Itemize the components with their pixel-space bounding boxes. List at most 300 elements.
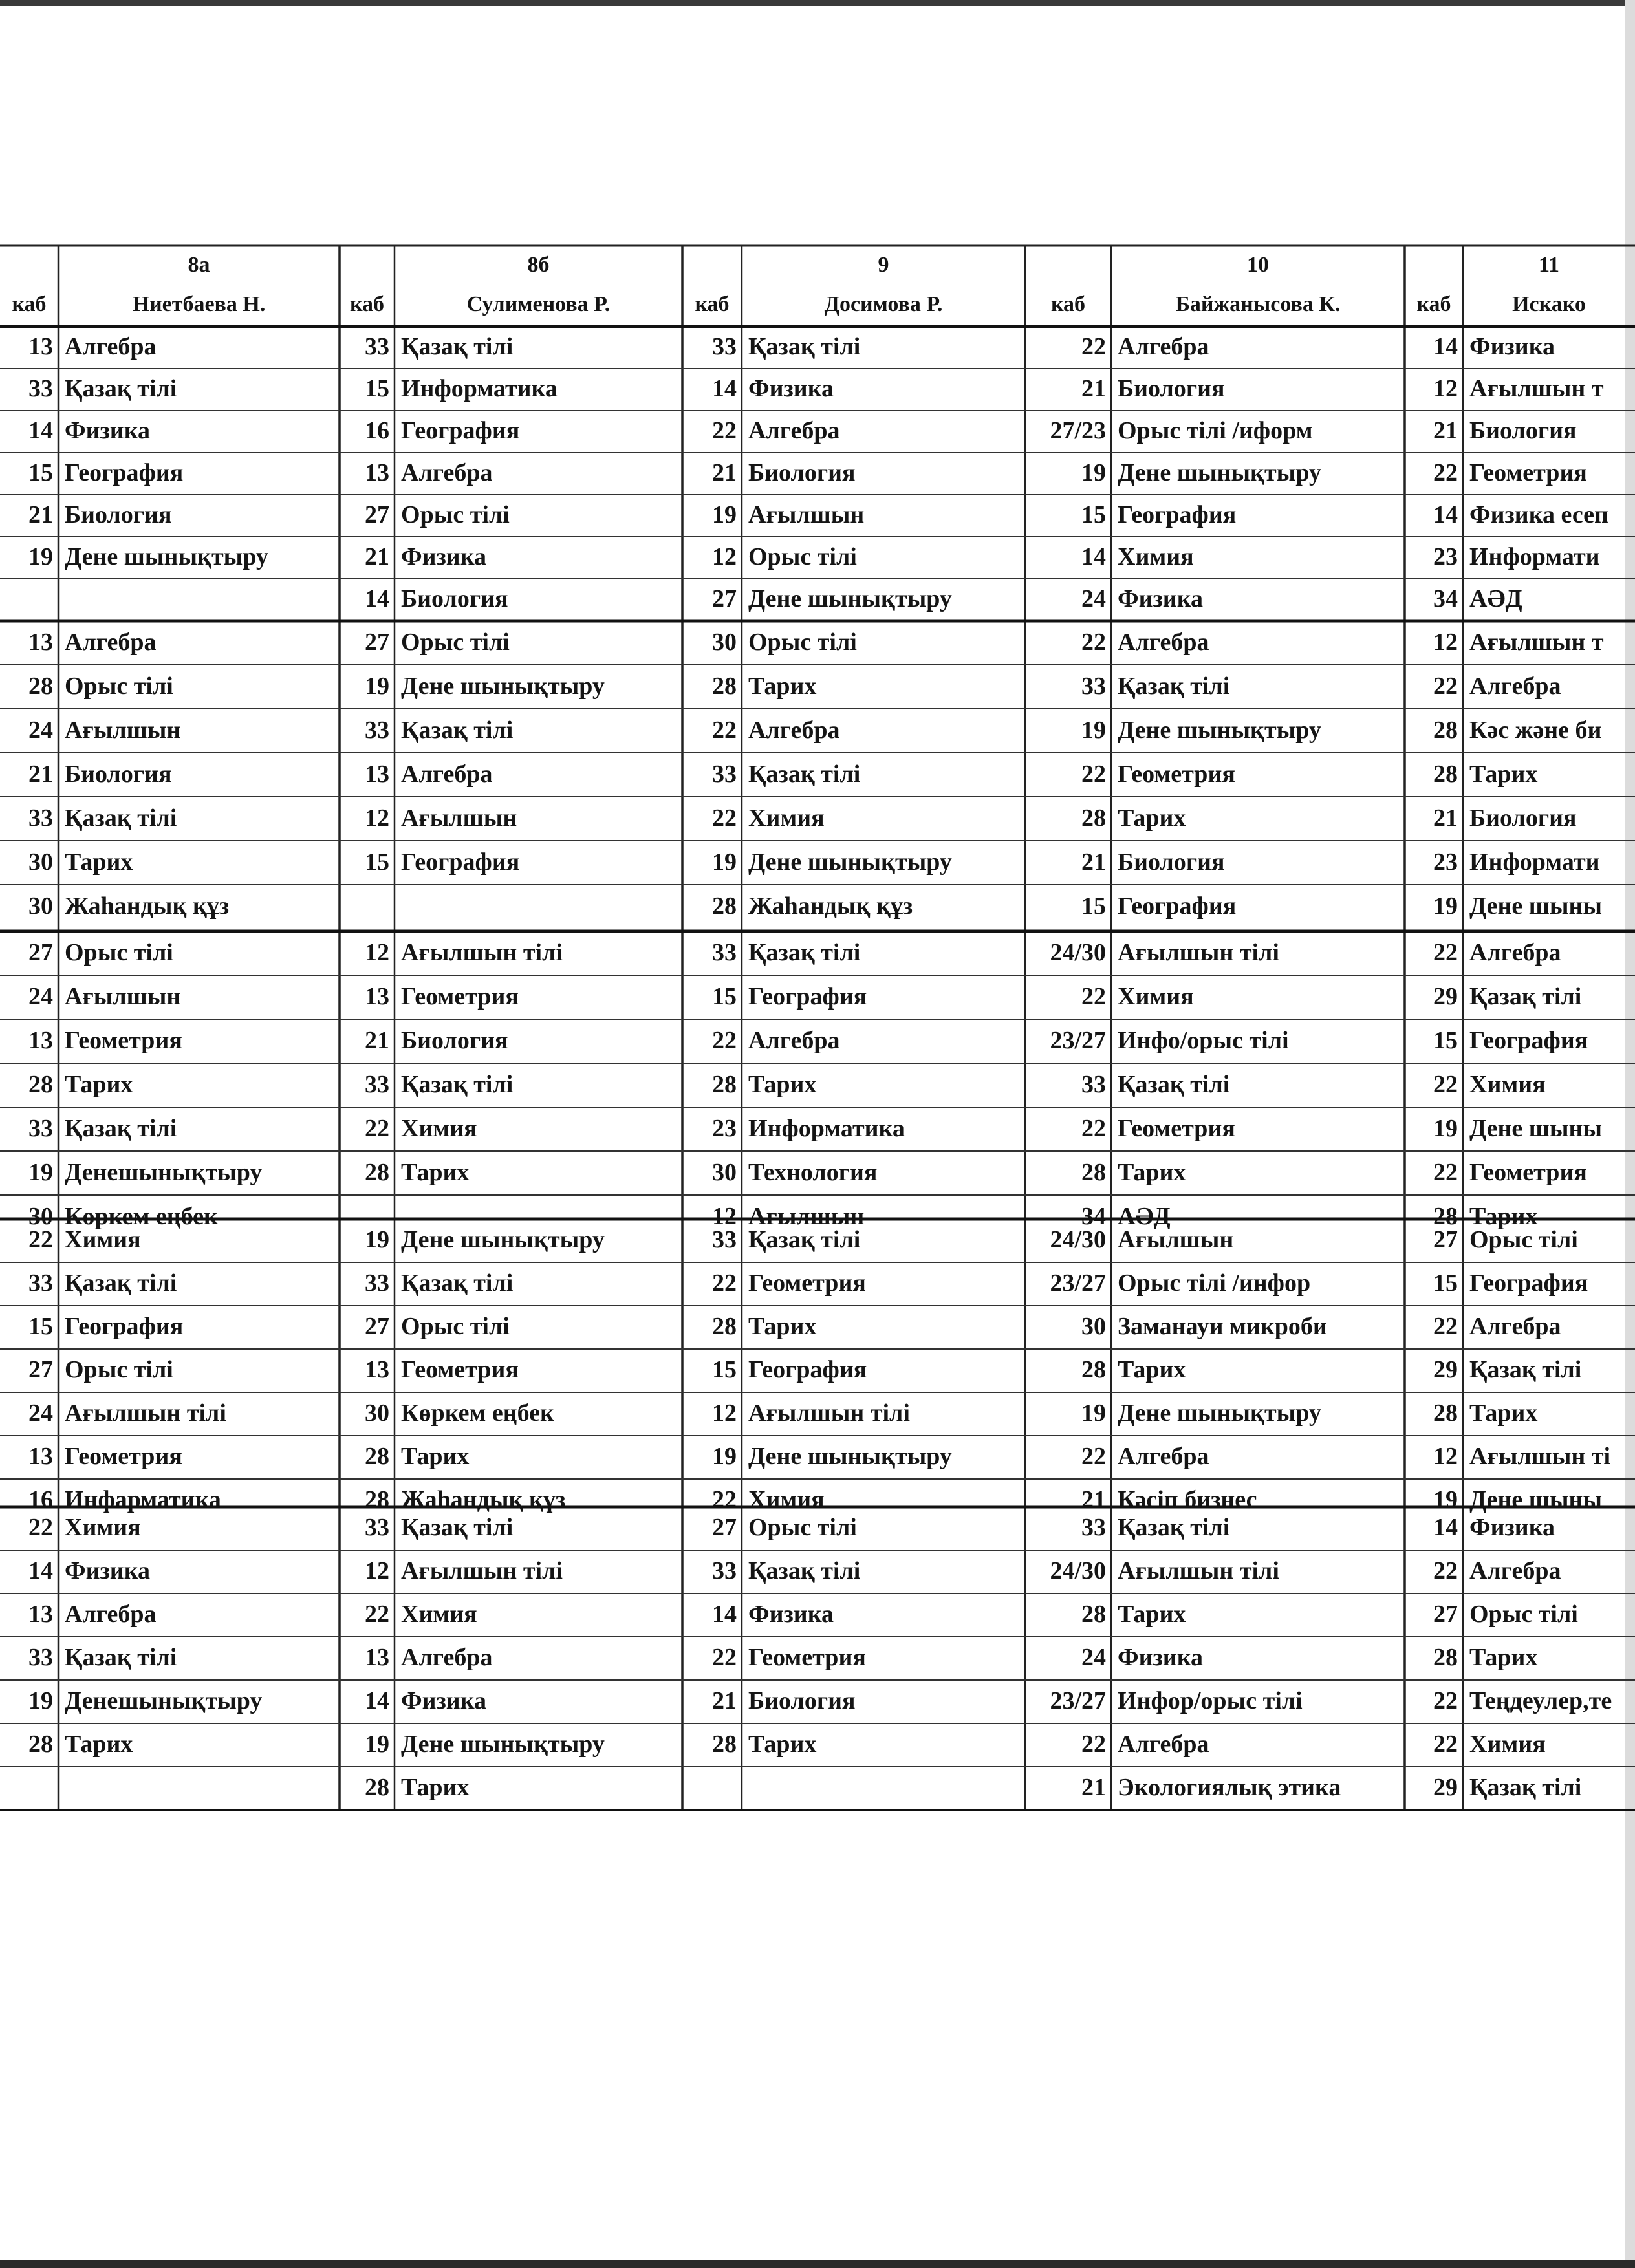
subject-name: Орыс тілі	[401, 1313, 510, 1341]
subject-name: Тарих	[748, 1070, 817, 1098]
subject-name: Ағылшын	[401, 804, 517, 832]
cabinet-number: 27	[1433, 1601, 1458, 1628]
cabinet-number: 19	[365, 1226, 389, 1254]
cabinet-number: 23/27	[1050, 1687, 1106, 1715]
class-teacher-0: Ниетбаева Н.	[132, 292, 266, 316]
subject-name: Орыс тілі	[65, 1356, 173, 1384]
cabinet-number: 13	[365, 1644, 389, 1672]
cabinet-number: 28	[28, 1731, 53, 1758]
subject-name: Теңдеулер,те	[1469, 1687, 1612, 1715]
subject-name: Дене шынықтыру	[401, 1731, 605, 1758]
lesson-row	[0, 1019, 1635, 1054]
subject-name: Химия	[1469, 1731, 1546, 1758]
cabinet-number: 14	[1081, 543, 1106, 570]
cabinet-number: 28	[1433, 1644, 1458, 1672]
subject-name: Жаһандық құз	[401, 1486, 566, 1514]
subject-name: Физика	[748, 374, 834, 402]
class-name-1: 8б	[527, 253, 550, 277]
lesson-row	[0, 579, 1635, 612]
cabinet-number: 28	[1081, 1158, 1106, 1186]
lesson-row	[0, 1637, 1635, 1671]
cabinet-number: 15	[1433, 1269, 1458, 1297]
cabinet-number: 12	[365, 1557, 389, 1585]
cabinet-number: 19	[1433, 1486, 1458, 1514]
subject-name: Информатика	[401, 374, 558, 402]
subject-name: Геометрия	[1469, 1158, 1587, 1186]
subject-name: Қазақ тілі	[748, 1226, 861, 1254]
subject-name: Тарих	[401, 1443, 470, 1471]
subject-name: Тарих	[1118, 804, 1186, 832]
cabinet-number: 12	[1433, 374, 1458, 402]
subject-name: Химия	[1118, 543, 1194, 570]
cabinet-number: 14	[1433, 1514, 1458, 1542]
cabinet-number: 12	[712, 1202, 737, 1230]
cabinet-number: 15	[1433, 1026, 1458, 1054]
subject-name: Ағылшын	[65, 716, 181, 744]
subject-name: Денешынықтыру	[65, 1158, 263, 1186]
cab-header-4: каб	[1416, 292, 1451, 316]
cabinet-number: 22	[1081, 1114, 1106, 1142]
subject-name: Тарих	[748, 1731, 817, 1758]
cabinet-number: 22	[712, 804, 737, 832]
subject-name: Биология	[1118, 374, 1225, 402]
cabinet-number: 33	[712, 760, 737, 788]
subject-name: Алгебра	[1469, 1557, 1561, 1585]
lesson-row	[0, 885, 1635, 920]
subject-name: Алгебра	[1118, 628, 1209, 656]
cabinet-number: 22	[1081, 332, 1106, 360]
cabinet-number: 33	[365, 1070, 389, 1098]
subject-name: АӘД	[1469, 585, 1522, 612]
cabinet-number: 15	[1081, 501, 1106, 528]
subject-name: Қазақ тілі	[1469, 1356, 1582, 1384]
lesson-row	[0, 709, 1635, 744]
subject-name: Биология	[65, 760, 172, 788]
subject-name: Геометрия	[65, 1026, 182, 1054]
cabinet-number: 21	[1081, 1486, 1106, 1514]
subject-name: Биология	[1469, 804, 1577, 832]
subject-name: Орыс тілі	[401, 628, 510, 656]
cabinet-number: 24	[28, 1399, 53, 1427]
cabinet-number: 22	[1433, 1731, 1458, 1758]
subject-name: Көркем еңбек	[401, 1399, 554, 1427]
cabinet-number: 22	[1433, 1557, 1458, 1585]
cabinet-number: 28	[28, 1070, 53, 1098]
cabinet-number: 19	[712, 848, 737, 876]
cabinet-number: 28	[1081, 1356, 1106, 1384]
lesson-row	[0, 495, 1635, 528]
subject-name: Тарих	[1469, 1399, 1538, 1427]
cabinet-number: 19	[712, 1443, 737, 1471]
subject-name: Химия	[1469, 1070, 1546, 1098]
cabinet-number: 27	[365, 1313, 389, 1341]
subject-name: Алгебра	[1118, 1443, 1209, 1471]
cabinet-number: 14	[365, 585, 389, 612]
subject-name: Орыс тілі /инфор	[1118, 1269, 1311, 1297]
cabinet-number: 27	[1433, 1226, 1458, 1254]
cabinet-number: 15	[28, 459, 53, 486]
cabinet-number: 22	[712, 1644, 737, 1672]
cabinet-number: 27/23	[1050, 416, 1106, 444]
cabinet-number: 13	[365, 459, 389, 486]
cabinet-number: 27	[365, 501, 389, 528]
cabinet-number: 30	[1081, 1313, 1106, 1341]
subject-name: Физика	[1469, 332, 1555, 360]
subject-name: Тарих	[1118, 1356, 1186, 1384]
cabinet-number: 14	[1433, 332, 1458, 360]
subject-name: Ағылшын тілі	[401, 1557, 563, 1585]
lesson-row	[0, 1767, 1635, 1801]
subject-name: География	[65, 459, 184, 486]
cabinet-number: 22	[1433, 1313, 1458, 1341]
lesson-row	[0, 1550, 1635, 1584]
subject-name: Қазақ тілі	[748, 1557, 861, 1585]
cabinet-number: 22	[1433, 1158, 1458, 1186]
cabinet-number: 28	[1081, 804, 1106, 832]
subject-name: География	[748, 1356, 867, 1384]
subject-name: Тарих	[1118, 1158, 1186, 1186]
cabinet-number: 33	[712, 938, 737, 966]
cabinet-number: 12	[365, 804, 389, 832]
subject-name: Инфор/орыс тілі	[1118, 1687, 1303, 1715]
cabinet-number: 19	[28, 1158, 53, 1186]
cabinet-number: 15	[365, 374, 389, 402]
subject-name: Қазақ тілі	[748, 332, 861, 360]
subject-name: Қазақ тілі	[748, 938, 861, 966]
cabinet-number: 19	[1433, 1114, 1458, 1142]
cabinet-number: 28	[1433, 716, 1458, 744]
cabinet-number: 33	[365, 1514, 389, 1542]
subject-name: Орыс тілі	[65, 938, 173, 966]
subject-name: Геометрия	[401, 1356, 519, 1384]
lesson-row	[0, 665, 1635, 700]
subject-name: Орыс тілі	[65, 672, 173, 700]
cabinet-number: 15	[712, 1356, 737, 1384]
subject-name: Биология	[1469, 416, 1577, 444]
body-grid	[0, 246, 1635, 1810]
cabinet-number: 24	[28, 716, 53, 744]
subject-name: Орыс тілі /иформ	[1118, 416, 1313, 444]
cabinet-number: 28	[365, 1774, 389, 1802]
subject-name: Қазақ тілі	[65, 1114, 177, 1142]
cabinet-number: 33	[28, 374, 53, 402]
subject-name: Ағылшын ті	[1469, 1443, 1611, 1471]
cabinet-number: 23/27	[1050, 1269, 1106, 1297]
cabinet-number: 22	[1433, 672, 1458, 700]
cabinet-number: 15	[28, 1313, 53, 1341]
lesson-row	[0, 537, 1635, 570]
subject-name: Қазақ тілі	[1469, 1774, 1582, 1802]
cabinet-number: 22	[1081, 628, 1106, 656]
cabinet-number: 33	[28, 1114, 53, 1142]
cabinet-number: 24	[1081, 585, 1106, 612]
subject-name: Жаһандық құз	[748, 892, 913, 920]
subject-name: Геометрия	[748, 1644, 866, 1672]
subject-name: Технология	[748, 1158, 878, 1186]
cabinet-number: 21	[1433, 416, 1458, 444]
scan-edge-top	[0, 0, 1635, 6]
subject-name: Дене шынықтыру	[1118, 459, 1321, 486]
lesson-row	[0, 1680, 1635, 1714]
subject-name: Қазақ тілі	[1118, 672, 1230, 700]
cabinet-number: 22	[712, 716, 737, 744]
lesson-row	[28, 333, 1555, 360]
subject-name: Тарих	[401, 1774, 470, 1802]
cabinet-number: 28	[712, 672, 737, 700]
cabinet-number: 19	[1081, 459, 1106, 486]
cabinet-number: 27	[28, 1356, 53, 1384]
lesson-row	[0, 1195, 1635, 1230]
subject-name: Инфарматика	[65, 1486, 221, 1514]
subject-name: Физика	[1118, 585, 1204, 612]
lesson-row	[28, 1514, 1555, 1541]
cabinet-number: 30	[28, 848, 53, 876]
cabinet-number: 24/30	[1050, 938, 1106, 966]
cabinet-number: 13	[365, 982, 389, 1010]
cabinet-number: 14	[365, 1687, 389, 1715]
subject-name: Тарих	[1118, 1601, 1186, 1628]
day-block-5	[0, 1507, 1635, 1801]
subject-name: Информати	[1469, 848, 1600, 876]
lesson-row	[0, 797, 1635, 832]
header-grid	[0, 246, 1635, 327]
cabinet-number: 21	[1081, 848, 1106, 876]
cabinet-number: 33	[712, 1557, 737, 1585]
cabinet-number: 13	[28, 1601, 53, 1628]
lesson-row	[0, 1723, 1635, 1758]
subject-name: Қазақ тілі	[401, 332, 514, 360]
cabinet-number: 12	[712, 1399, 737, 1427]
cabinet-number: 33	[712, 1226, 737, 1254]
class-teacher-4: Искако	[1512, 292, 1586, 316]
cabinet-number: 33	[1081, 1514, 1106, 1542]
subject-name: Қазақ тілі	[748, 760, 861, 788]
subject-name: Дене шыны	[1469, 892, 1603, 920]
subject-name: Физика	[65, 416, 151, 444]
subject-name: Ағылшын тілі	[1118, 1557, 1279, 1585]
subject-name: Алгебра	[65, 628, 157, 656]
cabinet-number: 12	[712, 543, 737, 570]
cabinet-number: 33	[28, 1269, 53, 1297]
cabinet-number: 33	[365, 716, 389, 744]
lesson-row	[0, 1593, 1635, 1628]
subject-name: Ағылшын тілі	[65, 1399, 226, 1427]
subject-name: Тарих	[748, 672, 817, 700]
lesson-row	[0, 411, 1635, 444]
subject-name: Алгебра	[1469, 1313, 1561, 1341]
cabinet-number: 29	[1433, 1774, 1458, 1802]
subject-name: Физика	[748, 1601, 834, 1628]
scan-edge-bottom	[0, 2260, 1635, 2268]
subject-name: Алгебра	[65, 1601, 157, 1628]
subject-name: Ағылшын	[1118, 1226, 1234, 1254]
cabinet-number: 15	[712, 982, 737, 1010]
lesson-row	[0, 369, 1635, 402]
cabinet-number: 22	[365, 1114, 389, 1142]
cab-header-3: каб	[1050, 292, 1086, 316]
cabinet-number: 22	[1081, 982, 1106, 1010]
cabinet-number: 24	[28, 982, 53, 1010]
cabinet-number: 28	[712, 892, 737, 920]
lesson-row	[0, 1436, 1635, 1470]
cabinet-number: 13	[365, 760, 389, 788]
subject-name: Информати	[1469, 543, 1600, 570]
cabinet-number: 22	[712, 1269, 737, 1297]
subject-name: Физика есеп	[1469, 501, 1608, 528]
cabinet-number: 27	[28, 938, 53, 966]
subject-name: Қазақ тілі	[1469, 982, 1582, 1010]
subject-name: Физика	[1469, 1514, 1555, 1542]
lesson-row	[0, 841, 1635, 876]
subject-name: Қазақ тілі	[401, 716, 514, 744]
subject-name: Дене шынықтыру	[748, 848, 952, 876]
cabinet-number: 33	[712, 332, 737, 360]
subject-name: Биология	[65, 501, 172, 528]
cabinet-number: 22	[1433, 459, 1458, 486]
cabinet-number: 28	[1433, 1399, 1458, 1427]
subject-name: Тарих	[65, 848, 133, 876]
subject-name: Биология	[401, 1026, 508, 1054]
lesson-row	[0, 1063, 1635, 1098]
subject-name: Алгебра	[401, 760, 493, 788]
cabinet-number: 27	[712, 585, 737, 612]
lesson-row	[0, 1349, 1635, 1383]
class-teacher-3: Байжанысова К.	[1175, 292, 1341, 316]
cabinet-number: 12	[365, 938, 389, 966]
cabinet-number: 21	[28, 501, 53, 528]
subject-name: Физика	[1118, 1644, 1204, 1672]
subject-name: Физика	[65, 1557, 151, 1585]
subject-name: География	[401, 848, 520, 876]
subject-name: География	[1469, 1269, 1588, 1297]
cabinet-number: 33	[28, 1644, 53, 1672]
subject-name: Ағылшын т	[1469, 374, 1604, 402]
subject-name: География	[1469, 1026, 1588, 1054]
cabinet-number: 19	[365, 672, 389, 700]
cabinet-number: 19	[365, 1731, 389, 1758]
subject-name: Дене шынықтыру	[1118, 1399, 1321, 1427]
subject-name: Ағылшын тілі	[401, 938, 563, 966]
cabinet-number: 28	[712, 1731, 737, 1758]
cabinet-number: 24	[1081, 1644, 1106, 1672]
subject-name: Дене шынықтыру	[401, 672, 605, 700]
subject-name: Химия	[401, 1601, 477, 1628]
subject-name: Орыс тілі	[401, 501, 510, 528]
subject-name: Алгебра	[401, 1644, 493, 1672]
subject-name: АӘД	[1118, 1202, 1171, 1230]
cabinet-number: 16	[28, 1486, 53, 1514]
cabinet-number: 23	[1433, 543, 1458, 570]
cabinet-number: 12	[1433, 1443, 1458, 1471]
cabinet-number: 23	[1433, 848, 1458, 876]
subject-name: Алгебра	[1469, 938, 1561, 966]
cabinet-number: 28	[365, 1486, 389, 1514]
cabinet-number: 33	[365, 332, 389, 360]
subject-name: Ағылшын	[748, 1202, 865, 1230]
cabinet-number: 30	[28, 892, 53, 920]
subject-name: Биология	[748, 459, 856, 486]
lesson-row	[0, 1151, 1635, 1186]
cabinet-number: 22	[712, 416, 737, 444]
subject-name: Тарих	[1469, 760, 1538, 788]
cabinet-number: 33	[1081, 672, 1106, 700]
lesson-row	[28, 1226, 1578, 1253]
cabinet-number: 27	[712, 1514, 737, 1542]
cabinet-number: 15	[1081, 892, 1106, 920]
subject-name: Химия	[65, 1226, 141, 1254]
subject-name: Тарих	[65, 1070, 133, 1098]
day-block-4	[0, 1219, 1635, 1513]
subject-name: Дене шыны	[1469, 1114, 1603, 1142]
subject-name: Ағылшын тілі	[748, 1399, 910, 1427]
cabinet-number: 14	[712, 374, 737, 402]
subject-name: Қазақ тілі	[65, 804, 177, 832]
cabinet-number: 28	[712, 1070, 737, 1098]
day-block-1	[0, 327, 1635, 612]
lesson-row	[0, 975, 1635, 1010]
cabinet-number: 19	[1433, 892, 1458, 920]
class-name-2: 9	[878, 253, 889, 277]
subject-name: География	[401, 416, 520, 444]
subject-name: Қазақ тілі	[65, 1644, 177, 1672]
cabinet-number: 24/30	[1050, 1226, 1106, 1254]
class-name-4: 11	[1538, 253, 1560, 277]
cabinet-number: 28	[28, 672, 53, 700]
subject-name: Биология	[1118, 848, 1225, 876]
cabinet-number: 22	[1433, 938, 1458, 966]
subject-name: География	[1118, 501, 1237, 528]
subject-name: Қазақ тілі	[401, 1514, 514, 1542]
cabinet-number: 23	[712, 1114, 737, 1142]
subject-name: Алгебра	[65, 332, 157, 360]
cabinet-number: 22	[1081, 1443, 1106, 1471]
subject-name: Ағылшын	[65, 982, 181, 1010]
cabinet-number: 28	[365, 1158, 389, 1186]
cabinet-number: 34	[1433, 585, 1458, 612]
class-name-0: 8а	[188, 253, 210, 277]
subject-name: Қазақ тілі	[401, 1269, 514, 1297]
subject-name: Көркем еңбек	[65, 1202, 218, 1230]
cabinet-number: 22	[28, 1226, 53, 1254]
day-block-3	[0, 931, 1635, 1230]
subject-name: География	[748, 982, 867, 1010]
lesson-row	[0, 1392, 1635, 1427]
subject-name: Геометрия	[1469, 459, 1587, 486]
subject-name: Геометрия	[1118, 1114, 1235, 1142]
subject-name: Ағылшын тілі	[1118, 938, 1279, 966]
cabinet-number: 28	[1433, 760, 1458, 788]
subject-name: Физика	[401, 543, 487, 570]
subject-name: Қазақ тілі	[65, 374, 177, 402]
cab-header-1: каб	[349, 292, 385, 316]
cabinet-number: 14	[712, 1601, 737, 1628]
subject-name: Химия	[65, 1514, 141, 1542]
cabinet-number: 28	[1433, 1202, 1458, 1230]
subject-name: Заманауи микроби	[1118, 1313, 1327, 1341]
cabinet-number: 30	[712, 628, 737, 656]
subject-name: Алгебра	[1118, 1731, 1209, 1758]
scan-edge-right	[1625, 0, 1635, 2268]
cabinet-number: 19	[1081, 716, 1106, 744]
cabinet-number: 13	[28, 332, 53, 360]
cabinet-number: 21	[1081, 374, 1106, 402]
subject-name: Тарих	[65, 1731, 133, 1758]
subject-name: Информатика	[748, 1114, 905, 1142]
subject-name: Дене шынықтыру	[748, 585, 952, 612]
cabinet-number: 13	[28, 628, 53, 656]
cabinet-number: 24/30	[1050, 1557, 1106, 1585]
cabinet-number: 29	[1433, 1356, 1458, 1384]
